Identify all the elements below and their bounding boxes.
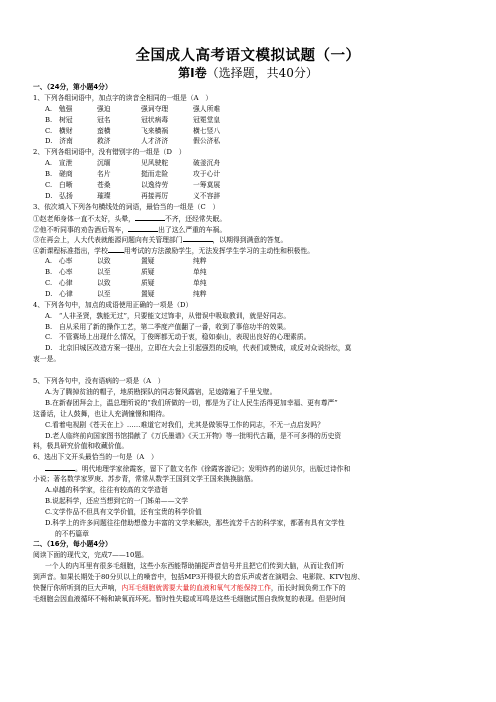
question-5-option-a: A.为了腾掉贫油的帽子，地质勘探队的同志餐风露宿，足迹踏遍了千里戈壁。 <box>45 387 277 396</box>
question-3-stem: 3、依次填入下列各句横线处的词语，最恰当的一组是（C ） <box>33 202 220 211</box>
question-5-option-d: D.老人临终前向国家图书馆捐献了《万氏墨谱》《天工开物》等一批明代古籍，是不可多得的历史资 <box>45 431 342 440</box>
question-2-option-row <box>33 180 467 191</box>
question-3-option-cell: 置疑 <box>141 257 155 266</box>
question-3-option-row <box>33 289 467 300</box>
spacer <box>33 365 467 376</box>
question-2-stem: 2、下列各组词语中，没有错别字的一组是（D ） <box>33 148 186 157</box>
passage-line-4: 毛细胞会因血液循环不畅和缺氧而坏死。暂时性失聪或耳鸣是这些毛细胞试图自我恢复的表现。但是时间 <box>33 594 346 603</box>
question-1-option-cell: 飞来横祸 <box>141 126 169 135</box>
question-2-option-cell: 挺而走险 <box>141 170 169 179</box>
question-3-option-cell: 置疑 <box>141 289 155 298</box>
question-6-option-d-cont: 的不朽篇章 <box>55 529 89 538</box>
question-1-option-cell: C. 横财 <box>45 126 73 135</box>
question-3-sentence-2: ②他不听同事的劝告酒后驾车， 出了这么严重的车祸。 <box>33 225 227 234</box>
question-3-option-cell: A. 心率 <box>45 257 73 266</box>
section-1-heading: 一、（24分，第小题4分） <box>33 83 112 91</box>
question-6-option-c: C.文学作品不但具有文学价值，还有宝贵的科学价值 <box>45 507 202 516</box>
question-2-option-cell: A. 宣泄 <box>45 159 73 168</box>
question-3-option-cell: 纯粹 <box>193 257 207 266</box>
question-2-option-cell: 苍桑 <box>97 181 111 190</box>
question-3-option-cell: 质疑 <box>141 279 155 288</box>
question-1-stem: 1、下列各组词语中，加点字的读音全相同的一组是（A ） <box>33 93 213 102</box>
page-title: 全国成人高考语文模拟试题（一） <box>135 48 361 64</box>
question-2-option-cell: 名片 <box>97 170 111 179</box>
question-3-option-cell: C. 心律 <box>45 279 73 288</box>
question-1-option-cell: 救济 <box>97 137 111 146</box>
question-2-option-row <box>33 158 467 169</box>
question-4-option-d-cont: 衷一是。 <box>33 355 61 364</box>
section-2-heading: 二、（16分，每小题4分） <box>33 540 112 549</box>
question-6-text: 。明代地理学家徐霞客，留下了散文名作《徐霞客游记》；发明炸药的诺贝尔，出版过诗作和 <box>33 463 467 474</box>
question-3-option-row <box>33 256 467 267</box>
question-3-option-cell: 单纯 <box>193 279 207 288</box>
question-3-sentence-4: ④新课程标准指出，学校 用考试的方法激励学生，无法发挥学生学习的主动性和积极性。 <box>33 247 315 256</box>
question-1-option-cell: 人才济济 <box>141 137 169 146</box>
passage-line-3: 快餐厅你所听到的巨大声响，内耳毛细胞就需要大量的血液和氧气才能保持工作，而长时间负荷工作下的 <box>33 583 346 592</box>
part-note: （选择题，共40分） <box>206 66 318 80</box>
question-2-option-cell: B. 磋商 <box>45 170 73 179</box>
question-3-sentence-3: ③在再会上，人大代表就能源问题向有关管理部门 ，以期得到满意的答复。 <box>33 236 288 245</box>
question-2-option-cell: 见风驶舵 <box>141 159 169 168</box>
question-2-option-row <box>33 169 467 180</box>
question-1-option-row <box>33 115 467 126</box>
exam-body <box>33 82 467 605</box>
question-3-option-cell: B. 心率 <box>45 268 73 277</box>
question-3-option-cell: 以至 <box>97 268 111 277</box>
question-6-option-a: A.卓越的科学家，往往有较高的文学造诣 <box>45 485 168 494</box>
question-2-option-cell: 攻于心计 <box>193 170 221 179</box>
question-1-option-row <box>33 104 467 115</box>
question-3-option-cell: 以致 <box>97 279 111 288</box>
question-1-option-cell: 强迫 <box>97 104 111 113</box>
question-1-option-row <box>33 126 467 137</box>
passage-line-2: 到声音。如果长期处于80分贝以上的噪音中，包括MP3开得很大的音乐声或者在演唱会、电影院、KTV包房、 <box>33 573 365 582</box>
question-4-option-d: D. 北京旧城区改造方案一提出，立即在大会上引起强烈的反响，代表们或赞成，或反对众说纷纭，莫 <box>45 344 352 353</box>
question-1-option-cell: 假公济私 <box>193 137 221 146</box>
question-1-options <box>33 104 467 148</box>
question-3-option-cell: 纯粹 <box>193 289 207 298</box>
part-label: 第Ⅰ卷 <box>178 66 207 80</box>
question-1-option-cell: D. 济南 <box>45 137 73 146</box>
question-4-option-a: A. “人非圣贤，孰能无过”，只要能文过饰非，从错误中吸取教训，就是好同志。 <box>45 311 291 320</box>
question-1-option-cell: 冠冕堂皇 <box>193 115 221 124</box>
question-1-option-row <box>33 136 467 147</box>
question-1-option-cell: 横七竖八 <box>193 126 221 135</box>
question-4-option-b: B. 自从采用了新的操作工艺，第二季度产值翻了一番，收到了事倍功半的效果。 <box>45 322 291 331</box>
question-2-option-cell: 璀璨 <box>97 191 111 200</box>
section-2-intro: 阅读下面的现代文，完成7——10题。 <box>33 551 148 560</box>
question-3-option-cell: 以至 <box>97 289 111 298</box>
question-2-option-cell: 再接再厉 <box>141 191 169 200</box>
question-1-option-cell: A. 勉强 <box>45 104 73 113</box>
question-4-stem: 4、下列各句中，加点的成语使用正确的一项是（D） <box>33 300 193 309</box>
question-2-option-row <box>33 191 467 202</box>
question-1-option-cell: 冠状病毒 <box>141 115 169 124</box>
question-2-option-cell: D. 弘扬 <box>45 191 73 200</box>
question-2-option-cell: 一筹莫展 <box>193 181 221 190</box>
question-6-stem: 6、选出下文开头最恰当的一句是（A ） <box>33 453 158 462</box>
question-6-option-b: B.说起科学，还应当想到它的一门姊弟——文学 <box>45 496 189 505</box>
question-2-option-cell: 义不容辞 <box>193 191 221 200</box>
question-1-option-cell: 冠名 <box>97 115 111 124</box>
question-2-option-cell: 以逸待劳 <box>141 181 169 190</box>
question-1-option-cell: B. 树冠 <box>45 115 73 124</box>
question-6-option-d: D.科学上的许多问题往往借助想像力丰富的文学来解决，那些流芳千古的科学家，都著有具有文学性 <box>45 518 345 527</box>
question-3-option-row <box>33 278 467 289</box>
question-3-option-row <box>33 267 467 278</box>
question-2-option-cell: 破釜沉舟 <box>193 159 221 168</box>
question-3-option-cell: 以致 <box>97 257 111 266</box>
question-3-options <box>33 256 467 300</box>
passage-line-1: 一个人的内耳里有很多毛细胞，这些小东西能帮助捕捉声音信号并且把它们传到大脑，从而让我们听 <box>45 562 345 571</box>
question-5-option-d-cont: 料，极具研究价值和收藏价值。 <box>33 442 129 451</box>
question-5-option-b: B.在新春团拜会上，温总理所说的“我们所做的一切，都是为了让人民生活得更加幸福、更有尊严” <box>45 398 338 407</box>
question-2-options <box>33 158 467 202</box>
question-5-stem: 5、下列各句中，没有语病的一项是（A ） <box>33 377 165 386</box>
question-2-option-cell: 沉缅 <box>97 159 111 168</box>
question-4-option-c: C. 不管赛场上出现什么情况，丁俊晖都无动于衷，稳如泰山，表现出良好的心理素质。 <box>45 333 311 342</box>
question-5-option-b-cont: 这番话，让人鼓舞，也让人充满憧憬和期待。 <box>33 409 169 418</box>
question-3-option-cell: D. 心律 <box>45 289 73 298</box>
question-1-option-cell: 蛮横 <box>97 126 111 135</box>
question-2-option-cell: C. 白晰 <box>45 181 73 190</box>
question-3-sentence-1: ①赵老师身体一直不太好，头晕， 不齐，还经常失眠。 <box>33 214 227 223</box>
question-5-option-c: C.看着电视剧《苍天在上》……难道它对我们，尤其是做领导工作的同志，不无一点启发吗？ <box>45 420 324 429</box>
part-heading <box>0 64 496 81</box>
highlighted-sentence: 内耳毛细胞就需要大量的血液和氧气才能保持工作 <box>121 583 271 592</box>
question-3-option-cell: 质疑 <box>141 268 155 277</box>
question-3-option-cell: 单纯 <box>193 268 207 277</box>
question-1-option-cell: 强词夺理 <box>141 104 169 113</box>
question-1-option-cell: 强人所难 <box>193 104 221 113</box>
question-6-text-cont: 小说；著名数学家罗庚、苏步青，常常从数学王国到文学王国来换换脑筋。 <box>33 475 258 484</box>
